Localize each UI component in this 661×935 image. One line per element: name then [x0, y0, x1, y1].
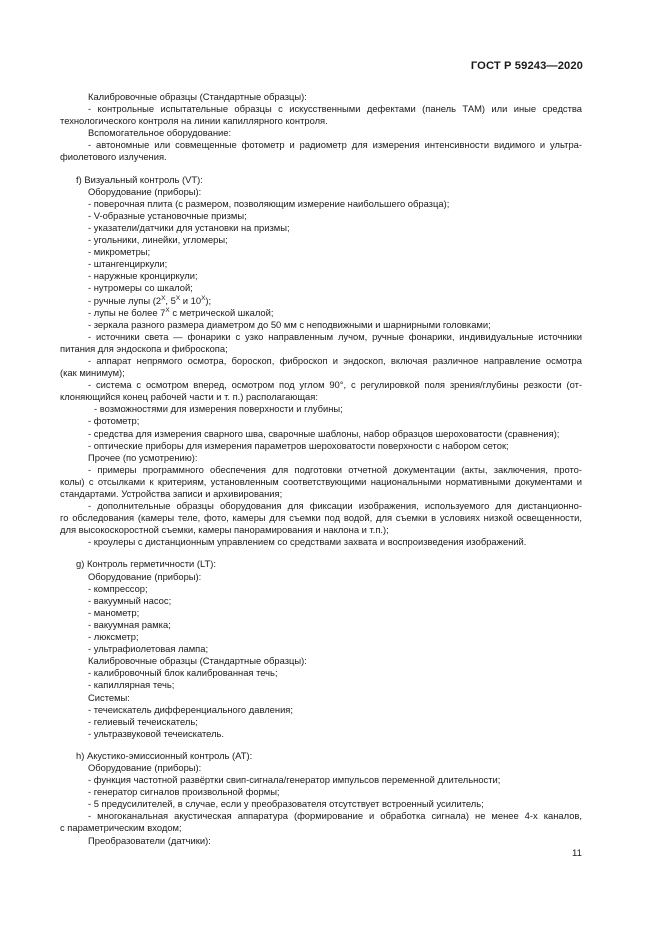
list-item: - течеискатель дифференциального давления;	[88, 703, 293, 715]
list-item: - калибровочный блок калиброванная течь;	[88, 667, 278, 679]
section-heading: Калибровочные образцы (Стандартные образцы):	[88, 655, 307, 667]
superscript: X	[175, 294, 181, 302]
list-item: - капиллярная течь;	[88, 679, 175, 691]
paragraph-line: (как минимум);	[60, 367, 125, 379]
list-item: - кроулеры с дистанционным управлением со средствами захвата и воспроизведения изображений.	[88, 536, 527, 548]
list-item: - штангенциркули;	[88, 258, 168, 270]
list-item: - функция частотной развёртки свип-сигнала/генератор импульсов переменной длительности;	[88, 774, 501, 786]
superscript: X	[201, 294, 206, 302]
list-item	[60, 307, 582, 319]
paragraph-line: питания для эндоскопа и фиброскопа;	[60, 342, 228, 354]
list-item: - аппарат непрямого осмотра, бороскоп, фиброскоп и эндоскоп, включая различное направление осмотра	[88, 354, 582, 366]
list-item: - манометр;	[88, 606, 140, 618]
text-run: - ручные лупы (2	[88, 294, 162, 306]
paragraph-line: го обследования (камеры теле, фото, камеры для съемки под водой, для съемки в условиях низкой освещенности,	[60, 512, 582, 524]
paragraph-line: колы) с отсылками к критериям, установленным соответствующими национальными нормативными документами и	[60, 475, 582, 487]
section-heading: Вспомогательное оборудование:	[88, 127, 232, 139]
list-item: - угольники, линейки, угломеры;	[88, 234, 228, 246]
page-number: 11	[572, 848, 582, 859]
text-run: с метрической шкалой;	[169, 306, 274, 318]
list-item: - средства для измерения сварного шва, сварочные шаблоны, набор образцов шероховатости (сравнения);	[88, 427, 560, 439]
list-item: - оптические приборы для измерения параметров шероховатости поверхности с набором сеток;	[88, 439, 509, 451]
paragraph-line: стандартами. Устройства записи и архивирования;	[60, 488, 283, 499]
standard-number: ГОСТ Р 59243—2020	[470, 60, 583, 72]
paragraph-line: клоняющийся конец рабочей части и т. п.) располагающая:	[60, 391, 318, 403]
section-heading: Калибровочные образцы (Стандартные образцы):	[88, 91, 307, 102]
list-item: - система с осмотром вперед, осмотром под углом 90°, с регулировкой поля зрения/глубины резкости (от-	[88, 379, 582, 391]
paragraph-line: фиолетового излучения.	[60, 151, 167, 163]
page-body	[60, 91, 582, 847]
list-item: - ультразвуковой течеискатель.	[88, 727, 225, 739]
list-item: - ультрафиолетовая лампа;	[88, 643, 209, 655]
item-h-heading: h) Акустико-эмиссионный контроль (AT):	[76, 749, 253, 761]
list-item: - компрессор;	[88, 582, 148, 594]
list-item: - указатели/датчики для установки на призмы;	[88, 221, 290, 233]
paragraph-line: - контрольные испытательные образцы с искусственными дефектами (панель ТАМ) или иные средства	[88, 103, 582, 115]
text-run: - лупы не более 7	[88, 306, 166, 318]
list-item: - примеры программного обеспечения для подготовки отчетной документации (акты, заключения, прото-	[88, 463, 582, 475]
list-item: - люксметр;	[88, 631, 139, 643]
superscript: X	[161, 294, 166, 302]
section-heading: Оборудование (приборы):	[88, 761, 202, 773]
item-f-heading: f) Визуальный контроль (VT):	[76, 173, 203, 185]
section-heading: Оборудование (приборы):	[88, 185, 202, 197]
paragraph-line: с параметрическим входом;	[60, 822, 182, 834]
list-item: - генератор сигналов произвольной формы;	[88, 786, 280, 798]
text-run: , 5	[165, 294, 176, 306]
list-item: - зеркала разного размера диаметром до 50 мм с неподвижными и шарнирными головками;	[88, 318, 491, 330]
text-run: и 10	[180, 294, 202, 306]
list-item: - многоканальная акустическая аппаратура (формирование и обработка сигнала) не менее 4-х каналов,	[88, 810, 582, 822]
superscript: X	[165, 306, 170, 314]
paragraph-line: технологического контроля на линии капиллярного контроля.	[60, 115, 328, 127]
text-run: );	[205, 294, 212, 306]
section-heading: Прочее (по усмотрению):	[88, 451, 198, 463]
section-heading: Системы:	[88, 691, 130, 703]
list-item	[60, 295, 582, 307]
list-item: - нутромеры со шкалой;	[88, 282, 193, 294]
list-item: - вакуумный насос;	[88, 594, 172, 606]
list-item: - микрометры;	[88, 246, 151, 258]
list-item: - дополнительные образцы оборудования для фиксации изображения, используемого для дистанционно-	[88, 500, 582, 512]
section-heading: Преобразователи (датчики):	[88, 834, 211, 846]
list-item: - поверочная плита (с размером, позволяющим измерение наибольшего образца);	[88, 197, 450, 209]
list-item: - V-образные установочные призмы;	[88, 209, 247, 221]
section-heading: Оборудование (приборы):	[88, 570, 202, 582]
list-item: - возможностями для измерения поверхности и глубины;	[94, 403, 343, 415]
list-item: - гелиевый течеискатель;	[88, 715, 198, 727]
list-item: - источники света — фонарики с узко направленным лучом, ручные фонарики, индивидуальные источники	[88, 330, 582, 342]
list-item: - наружные кронциркули;	[88, 270, 198, 282]
paragraph-line: для высокоскоростной съемки, камеры панорамирования и наклона и т.п.);	[60, 524, 389, 536]
list-item: - 5 предусилителей, в случае, если у преобразователя отсутствует встроенный усилитель;	[88, 798, 484, 810]
list-item: - фотометр;	[88, 415, 140, 427]
paragraph-line: - автономные или совмещенные фотометр и радиометр для измерения интенсивности видимого и ультра-	[88, 139, 582, 151]
list-item: - вакуумная рамка;	[88, 618, 171, 630]
item-g-heading: g) Контроль герметичности (LT):	[76, 558, 216, 570]
